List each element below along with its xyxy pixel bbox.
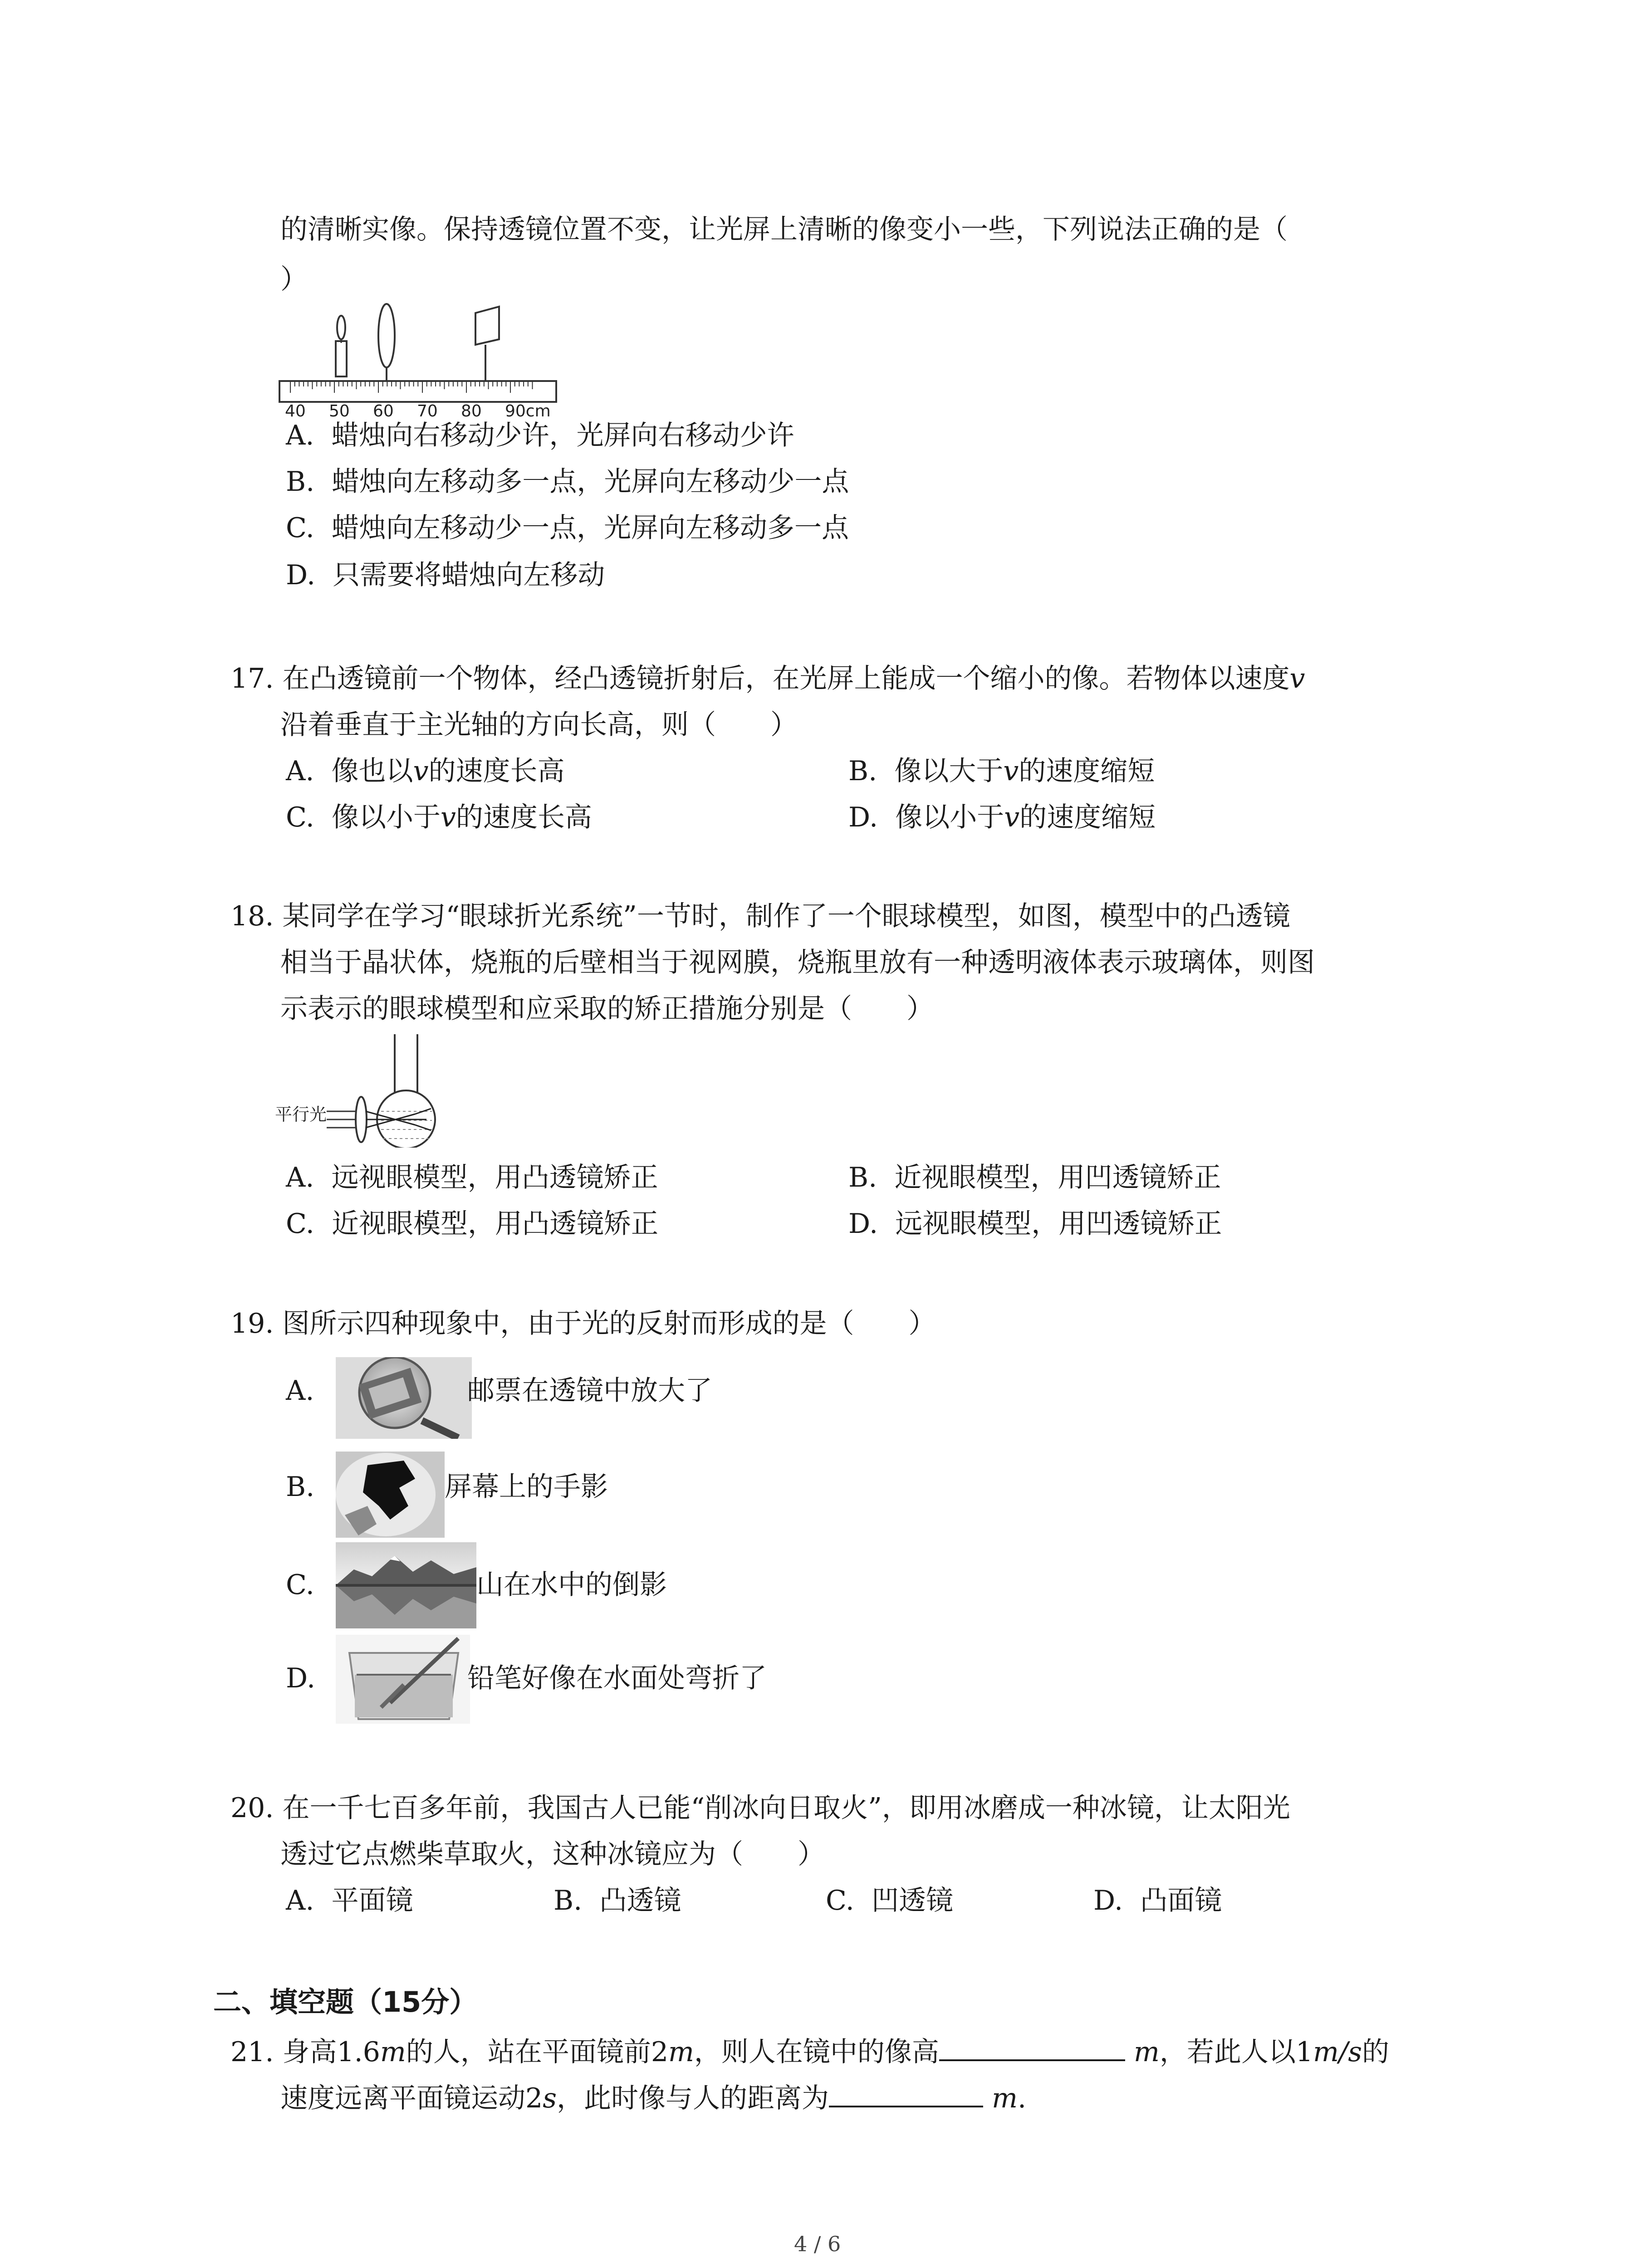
q21-number: 21. <box>230 2036 274 2068</box>
ruler-tick-label: 90cm <box>505 402 551 420</box>
mountain-reflection-photo <box>336 1542 476 1628</box>
q18-number: 18. <box>230 900 274 932</box>
q17-number: 17. <box>230 663 274 694</box>
q17-option-a: A. 像也以v的速度长高 <box>286 755 565 787</box>
q20-number: 20. <box>230 1792 274 1824</box>
candle-lens-screen-ruler-figure <box>272 299 563 422</box>
q16-option-b: B. 蜡烛向左移动多一点，光屏向左移动少一点 <box>286 466 849 498</box>
answer-blank-1[interactable] <box>939 2033 1125 2061</box>
magnifier-stamp-photo <box>336 1357 472 1439</box>
convex-lens-icon <box>378 304 395 367</box>
q18-option-c: C. 近视眼模型，用凸透镜矫正 <box>286 1208 658 1240</box>
ruler-tick-label: 40 <box>285 402 306 420</box>
q16-stem-line1: 的清晰实像。保持透镜位置不变，让光屏上清晰的像变小一些，下列说法正确的是（ <box>280 214 1288 245</box>
q20-option-d: D. 凸面镜 <box>1093 1885 1222 1916</box>
answer-blank-2[interactable] <box>829 2079 983 2107</box>
q17-option-d: D. 像以小于v的速度缩短 <box>848 802 1156 833</box>
q19-option-a-text: 邮票在透镜中放大了 <box>467 1375 712 1407</box>
hand-shadow-photo <box>336 1452 445 1538</box>
q20-stem-line1: 20. 在一千七百多年前，我国古人已能“削冰向日取火”，即用冰磨成一种冰镜，让太阳光 <box>230 1792 1290 1824</box>
q18-stem-line3: 示表示的眼球模型和应采取的矫正措施分别是（ ） <box>280 993 934 1025</box>
q19-stem-line1: 19. 图所示四种现象中，由于光的反射而形成的是（ ） <box>230 1308 936 1339</box>
q19-option-b-text: 屏幕上的手影 <box>445 1471 608 1503</box>
convex-lens-icon <box>356 1097 367 1142</box>
q17-stem-line2: 沿着垂直于主光轴的方向长高，则（ ） <box>280 709 798 741</box>
screen-icon <box>475 307 499 381</box>
q16-stem-line2: ） <box>280 264 308 295</box>
q19-option-a-letter: A. <box>286 1375 314 1407</box>
q19-number: 19. <box>230 1308 274 1339</box>
ruler-tick-label: 60 <box>373 402 394 420</box>
q21-stem-line2: 速度远离平面镜运动2s，此时像与人的距离为 m. <box>280 2079 1026 2115</box>
q16-option-d: D. 只需要将蜡烛向左移动 <box>286 559 605 591</box>
q16-option-c: C. 蜡烛向左移动少一点，光屏向左移动多一点 <box>286 512 849 544</box>
q20-stem-line2: 透过它点燃柴草取火，这种冰镜应为（ ） <box>280 1838 825 1870</box>
q17-option-c: C. 像以小于v的速度长高 <box>286 802 592 833</box>
parallel-light-label: 平行光 <box>275 1105 327 1124</box>
q18-option-b: B. 近视眼模型，用凹透镜矫正 <box>848 1162 1221 1193</box>
q19-option-b-letter: B. <box>286 1471 315 1503</box>
q18-option-d: D. 远视眼模型，用凹透镜矫正 <box>848 1208 1222 1240</box>
pencil-in-water-photo <box>336 1635 470 1724</box>
q16-option-a: A. 蜡烛向右移动少许，光屏向右移动少许 <box>286 420 794 451</box>
page-number: 4 / 6 <box>794 2232 841 2256</box>
q21-stem-line1: 21. 身高1.6m的人，站在平面镜前2m，则人在镜中的像高 m，若此人以1m/s的 <box>230 2033 1389 2068</box>
q19-option-d-text: 铅笔好像在水面处弯折了 <box>467 1662 767 1694</box>
q18-option-a: A. 远视眼模型，用凸透镜矫正 <box>286 1162 658 1193</box>
q19-option-d-letter: D. <box>286 1662 316 1694</box>
candle-icon <box>336 316 347 376</box>
q18-stem-line2: 相当于晶状体，烧瓶的后壁相当于视网膜，烧瓶里放有一种透明液体表示玻璃体，则图 <box>280 947 1315 978</box>
eyeball-model-figure <box>272 1030 463 1148</box>
ruler-tick-label: 70 <box>417 402 438 420</box>
ruler-tick-label: 50 <box>329 402 350 420</box>
section-title: 二、填空题（15分） <box>213 1985 478 2019</box>
q17-stem-line1: 17. 在凸透镜前一个物体，经凸透镜折射后，在光屏上能成一个缩小的像。若物体以速度v <box>230 663 1305 694</box>
q17-option-b: B. 像以大于v的速度缩短 <box>848 755 1155 787</box>
q19-option-c-letter: C. <box>286 1569 314 1601</box>
q20-option-c: C. 凹透镜 <box>826 1885 953 1916</box>
q18-stem-line1: 18. 某同学在学习“眼球折光系统”一节时，制作了一个眼球模型，如图，模型中的凸透镜 <box>230 900 1290 932</box>
q20-option-b: B. 凸透镜 <box>554 1885 681 1916</box>
q20-option-a: A. 平面镜 <box>286 1885 413 1916</box>
q19-option-c-text: 山在水中的倒影 <box>476 1569 667 1601</box>
ruler-tick-label: 80 <box>461 402 482 420</box>
